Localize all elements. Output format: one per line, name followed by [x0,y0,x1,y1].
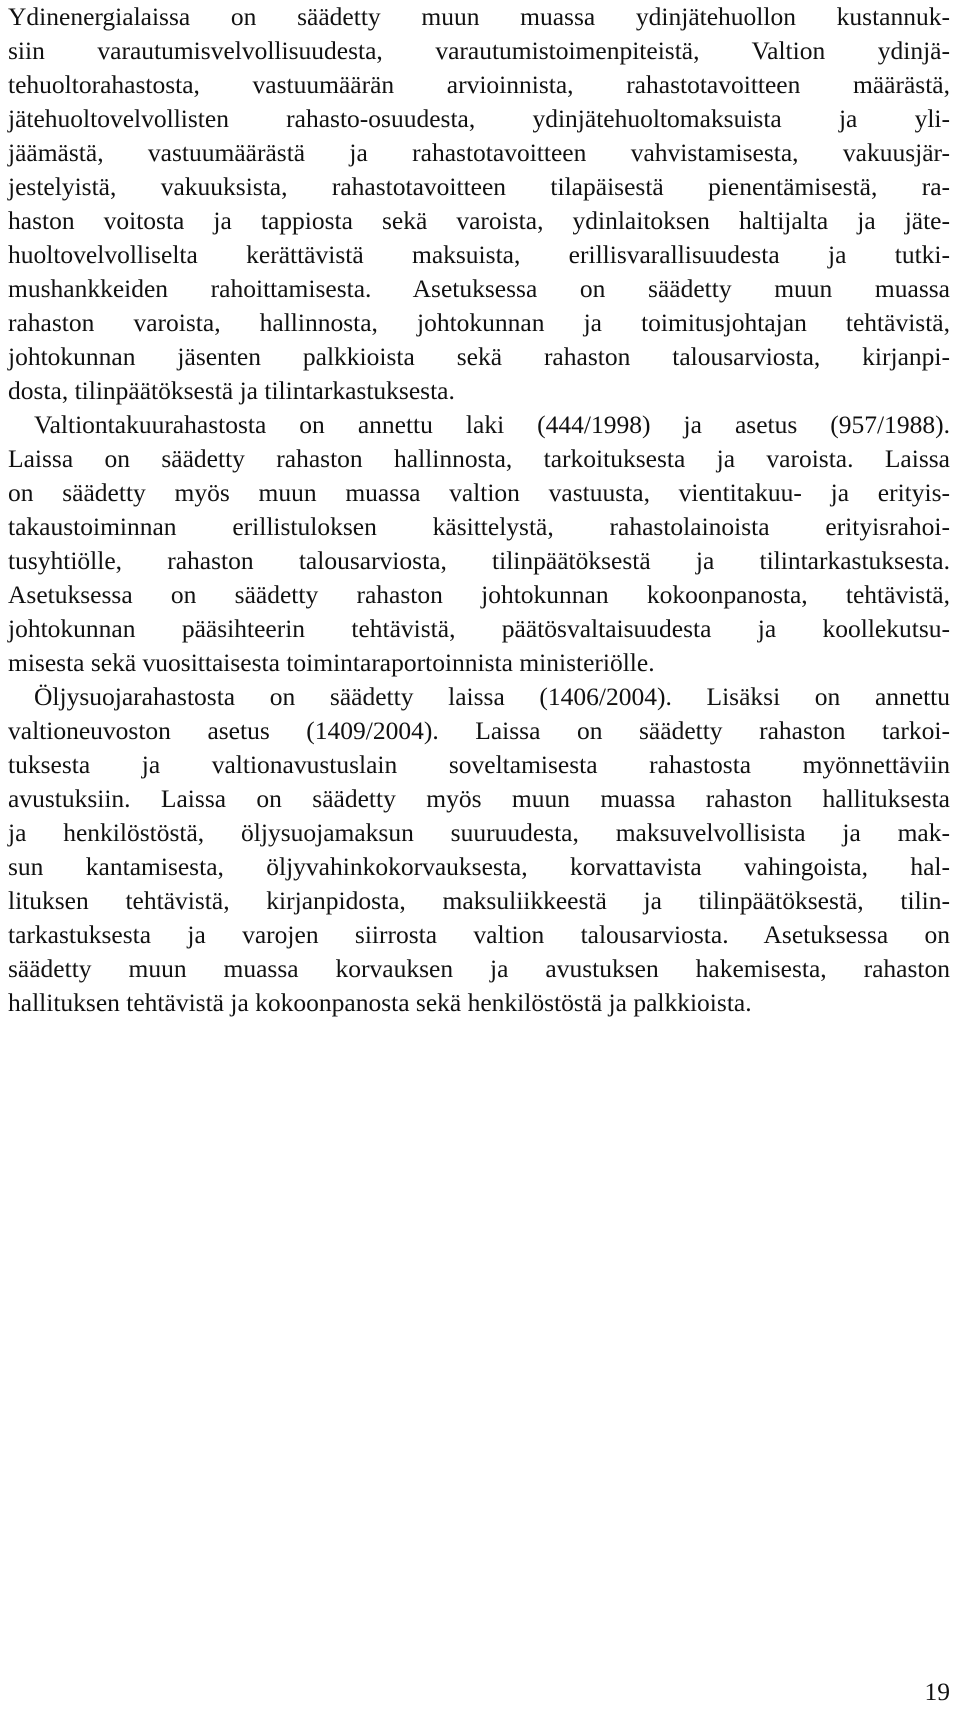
text-line: Asetuksessa on säädetty rahaston johtokunnan kokoonpanosta, tehtävistä, [8,580,950,609]
paragraph-valtiontakuurahasto [8,408,950,680]
text-line: Öljysuojarahastosta on säädetty laissa (1406/2004). Lisäksi on annettu [34,682,950,711]
text-line: johtokunnan pääsihteerin tehtävistä, päätösvaltaisuudesta ja koollekutsu- [8,614,950,643]
paragraph-oljysuojarahasto [8,680,950,1020]
text-line: tuksesta ja valtionavustuslain soveltamisesta rahastosta myönnettäviin [8,750,950,779]
page-number: 19 [924,1677,950,1706]
text-line: misesta sekä vuosittaisesta toimintaraportoinnista ministeriölle. [8,648,655,677]
text-line: dosta, tilinpäätöksestä ja tilintarkastuksesta. [8,376,455,405]
text-line: siin varautumisvelvollisuudesta, varautumistoimenpiteistä, Valtion ydinjä- [8,36,950,65]
text-line: ja henkilöstöstä, öljysuojamaksun suuruudesta, maksuvelvollisista ja mak- [8,818,950,847]
text-line: mushankkeiden rahoittamisesta. Asetuksessa on säädetty muun muassa [8,274,950,303]
text-line: jätehuoltovelvollisten rahasto-osuudesta, ydinjätehuoltomaksuista ja yli- [8,104,950,133]
text-line: Laissa on säädetty rahaston hallinnosta, tarkoituksesta ja varoista. Laissa [8,444,950,473]
text-line: lituksen tehtävistä, kirjanpidosta, maksuliikkeestä ja tilinpäätöksestä, tilin- [8,886,950,915]
text-line: avustuksiin. Laissa on säädetty myös muun muassa rahaston hallituksesta [8,784,950,813]
text-line: Ydinenergialaissa on säädetty muun muassa ydinjätehuollon kustannuk- [8,2,950,31]
text-line: takaustoiminnan erillistuloksen käsittelystä, rahastolainoista erityisrahoi- [8,512,950,541]
text-line: johtokunnan jäsenten palkkioista sekä rahaston talousarviosta, kirjanpi- [8,342,950,371]
text-line: tarkastuksesta ja varojen siirrosta valtion talousarviosta. Asetuksessa on [8,920,950,949]
paragraph-ydinenergialaki [8,0,950,408]
text-line: säädetty muun muassa korvauksen ja avustuksen hakemisesta, rahaston [8,954,950,983]
document-body [8,0,950,1020]
text-line: hallituksen tehtävistä ja kokoonpanosta sekä henkilöstöstä ja palkkioista. [8,988,752,1017]
text-line: Valtiontakuurahastosta on annettu laki (444/1998) ja asetus (957/1988). [34,410,950,439]
text-line: huoltovelvolliselta kerättävistä maksuista, erillisvarallisuudesta ja tutki- [8,240,950,269]
text-line: on säädetty myös muun muassa valtion vastuusta, vientitakuu- ja erityis- [8,478,950,507]
text-line: haston voitosta ja tappiosta sekä varoista, ydinlaitoksen haltijalta ja jäte- [8,206,950,235]
text-line: rahaston varoista, hallinnosta, johtokunnan ja toimitusjohtajan tehtävistä, [8,308,950,337]
text-line: sun kantamisesta, öljyvahinkokorvauksesta, korvattavista vahingoista, hal- [8,852,950,881]
text-line: jäämästä, vastuumäärästä ja rahastotavoitteen vahvistamisesta, vakuusjär- [8,138,950,167]
text-line: tehuoltorahastosta, vastuumäärän arvioinnista, rahastotavoitteen määrästä, [8,70,950,99]
text-line: valtioneuvoston asetus (1409/2004). Laissa on säädetty rahaston tarkoi- [8,716,950,745]
text-line: tusyhtiölle, rahaston talousarviosta, tilinpäätöksestä ja tilintarkastuksesta. [8,546,950,575]
text-line: jestelyistä, vakuuksista, rahastotavoitteen tilapäisestä pienentämisestä, ra- [8,172,950,201]
